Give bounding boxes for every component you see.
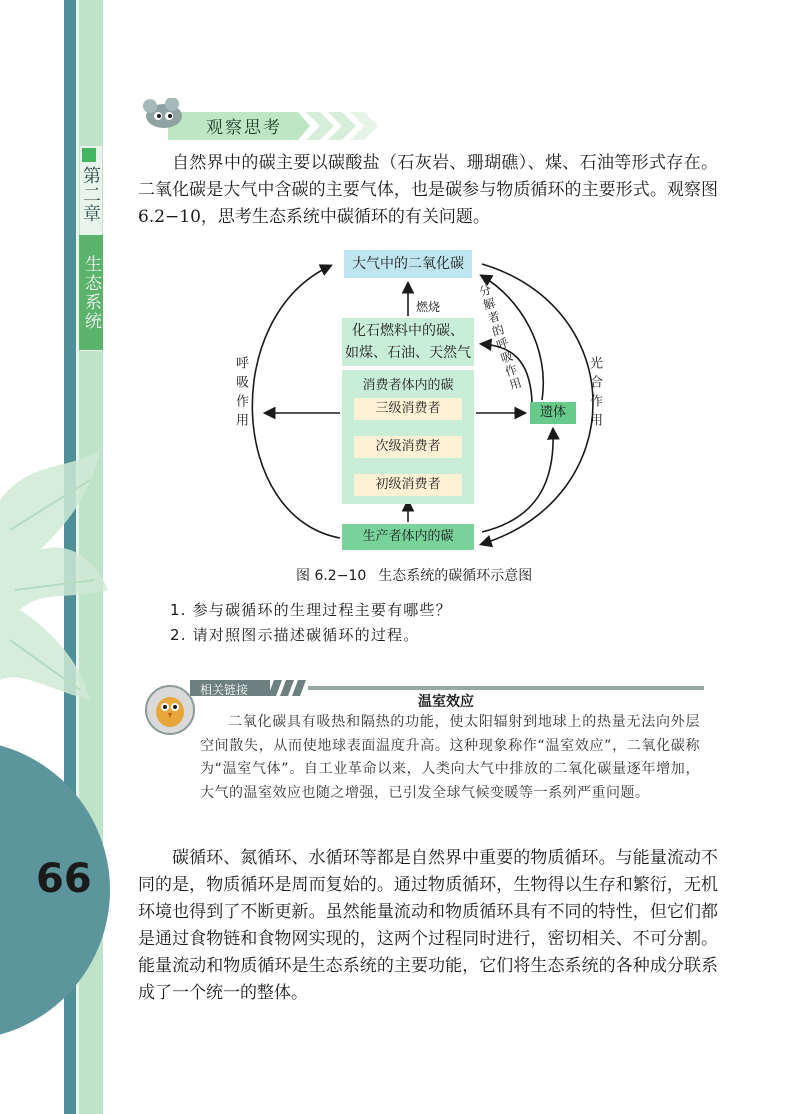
conclusion-paragraph	[138, 845, 718, 1007]
related-link-title: 温室效应	[418, 694, 474, 710]
greenhouse-paragraph: 二氧化碳具有吸热和隔热的功能，使太阳辐射到地球上的热量无法向外层空间散失，从而使地球表面温度升高。这种现象称作“温室效应”，二氧化碳称为“温室气体”。自工业革命以来，人类向大气中排放的二氧化碳量逐年增加，大气的温室效应也随之增强，已引发全球气候变暖等一系列严重问题。	[200, 714, 700, 801]
chapter-number: 第二章	[80, 166, 101, 223]
consumer-carbon-box	[342, 370, 474, 504]
chapter-title: 生态系统	[79, 235, 103, 350]
question-item: 1. 参与碳循环的生理过程主要有哪些？	[170, 601, 452, 619]
fossil-fuel-box	[342, 318, 474, 366]
secondary-consumer-box: 次级消费者	[354, 436, 462, 458]
conclusion-text: 碳循环、氮循环、水循环等都是自然界中重要的物质循环。与能量流动不同的是，物质循环是周而复始的。通过物质循环，生物得以生存和繁衍，无机环境也得到了不断更新。虽然能量流动和物质循环具有不同的特性，但它们都是通过食物链和食物网实现的，这两个过程同时进行，密切相关、不可分割。能量流动和物质循环是生态系统的主要功能，它们将生态系统的各种成分联系成了一个统一的整体。	[138, 848, 718, 1003]
atmosphere-co2-box: 大气中的二氧化碳	[344, 250, 472, 278]
photosynthesis-label: 光合作用	[587, 356, 602, 432]
bird-mascot-icon	[142, 680, 198, 736]
observe-title: 观察思考	[206, 118, 282, 138]
related-link-text	[200, 711, 700, 805]
consumer-carbon-title: 消费者体内的碳	[362, 378, 454, 393]
respiration-arc	[252, 266, 340, 538]
page-number: 66	[36, 856, 92, 902]
fossil-fuel-line2: 如煤、石油、天然气	[345, 345, 471, 361]
respiration-label: 呼吸作用	[233, 356, 248, 432]
related-link-label: 相关链接	[200, 683, 249, 697]
figure-caption	[296, 565, 544, 585]
primary-consumer-box: 初级消费者	[354, 474, 462, 496]
figure-title: 生态系统的碳循环示意图	[378, 568, 533, 584]
question-list	[170, 598, 452, 648]
leaf-decoration	[0, 440, 110, 740]
figure-number: 图 6.2−10	[296, 568, 367, 584]
burning-label: 燃烧	[416, 300, 441, 314]
decomposer-respiration-label: 分解者的呼吸作用	[476, 282, 524, 394]
chapter-marker	[82, 148, 96, 162]
remains-box: 遗体	[530, 402, 576, 424]
producer-carbon-box: 生产者体内的碳	[342, 524, 474, 550]
intro-text: 自然界中的碳主要以碳酸盐（石灰岩、珊瑚礁）、煤、石油等形式存在。二氧化碳是大气中含碳的主要气体，也是碳参与物质循环的主要形式。观察图6.2−10，思考生态系统中碳循环的有关问题。	[138, 153, 718, 227]
mouse-mascot-icon	[143, 98, 182, 128]
tertiary-consumer-box: 三级消费者	[354, 398, 462, 420]
producer-to-remains-arc	[482, 430, 553, 532]
carbon-cycle-diagram	[220, 238, 640, 568]
question-item: 2. 请对照图示描述碳循环的过程。	[170, 626, 420, 644]
intro-paragraph	[138, 150, 718, 231]
fossil-fuel-line1: 化石燃料中的碳、	[352, 323, 464, 339]
